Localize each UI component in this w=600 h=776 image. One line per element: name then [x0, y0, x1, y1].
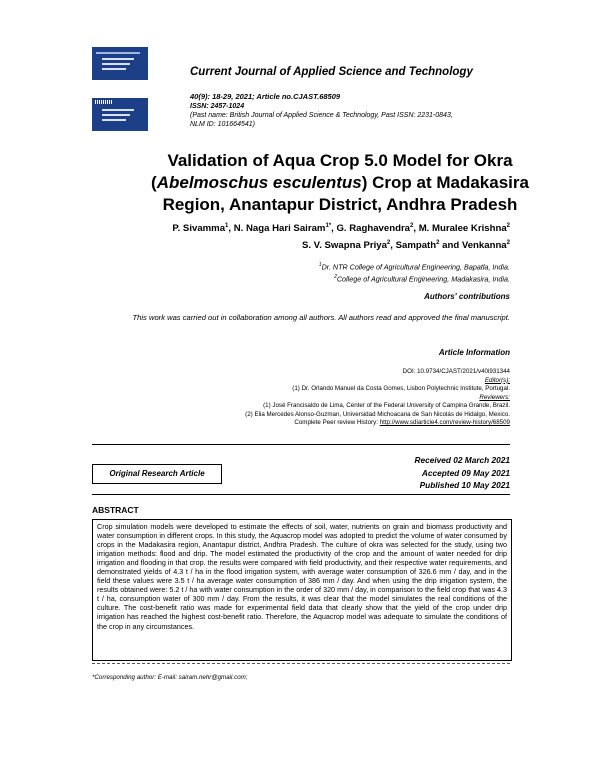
contributions-text: This work was carried out in collaboration among all authors. All authors read and approved the final manuscript.: [132, 313, 510, 322]
article-info: [150, 368, 510, 428]
journal-citation: 40(9): 18-29, 2021; Article no.CJAST.68509: [190, 92, 341, 101]
reviewer-entry: (2) Elia Mercedes Alonso-Guzman, Universidad Michoacana de San Nicolás de Hidalgo, Mexico.: [245, 410, 510, 418]
abstract-text: Crop simulation models were developed to estimate the effects of soil, water, nutrients on grain and biomass productivity and water consumption in different crops. In this study, the Aquacrop model was adopted to predict the volume of water consumed by crops in the Madakasira region, Anantapur district, Andhra Pradesh. The culture of okra was selected for the study, using two irrigation methods: flood and drip. The model estimated the productivity of the crop and the amount of water needed for drip irrigation and flooding in that crop. the results were compared with field productivity, and their respective water requirements, and demonstrated yields of 4.3 t / ha in the flood irrigation system, with average water consumption of 326.6 mm / day, and in the field these values were 3.5 t / ha average water consumption of 386 mm / day. And when using the drip irrigation system, the results obtained were: 5.2 t / ha with water consumption in the order of 320 mm / day, in comparison to the field crop that was 4.3 t / ha, consumption water of 300 mm / day. From the results, it was clear that the model simulates the real conditions of the culture. The cost-benefit ratio was made for experimental field data that clearly show that the yield of the crop under drip irrigation has reached the highest cost-benefit ratio. Therefore, the Aquacrop model was adequate to simulate the conditions of the crop in any circumstances.: [97, 522, 507, 631]
article-type-badge: Original Research Article: [92, 464, 222, 484]
corresponding-author-footnote: *Corresponding author: E-mail: sairam.nehr@gmail.com;: [92, 674, 248, 681]
journal-issn: ISSN: 2457-1024: [190, 103, 245, 110]
journal-title: Current Journal of Applied Science and Technology: [190, 66, 473, 78]
contributions-heading: Authors' contributions: [424, 292, 510, 301]
divider: [92, 444, 510, 445]
author-list: P. Sivamma$^1$, N. Naga Hari Sairam$^{1*}$, G. Raghavendra$^2$, M. Muralee Krishna$^2$ S. V. Swapna Priya$^2$, Sampath$^2$ and Venkanna$^2$: [172, 223, 510, 252]
doi: DOI: 10.9734/CJAST/2021/v40i931344: [402, 368, 510, 375]
journal-cover-logo: [92, 47, 148, 80]
divider: [92, 494, 510, 495]
editors-label: Editor(s):: [484, 376, 510, 384]
review-history: Complete Peer review History: http://www.sdiarticle4.com/review-history/68509: [294, 419, 510, 426]
abstract-heading: ABSTRACT: [92, 505, 139, 515]
journal-past-name: (Past name: British Journal of Applied Science & Technology, Past ISSN: 2231-0843,: [190, 112, 453, 119]
footnote-divider: [92, 663, 510, 664]
abstract-box: [92, 519, 512, 661]
editor-entry: (1) Dr. Orlando Manuel da Costa Gomes, Lisbon Polytechnic Institute, Portugal.: [292, 385, 510, 392]
article-info-heading: Article Information: [438, 348, 510, 357]
affiliations: $^1$Dr. NTR College of Agricultural Engineering, Bapatla, India. $^2$College of Agricultural Engineering, Madakasira, India.: [318, 262, 510, 284]
paper-title: Validation of Aqua Crop 5.0 Model for Okra (Abelmoschus esculentus) Crop at Madakasira Region, Anantapur District, Andhra Pradesh: [151, 151, 529, 214]
publication-dates: Received 02 March 2021 Accepted 09 May 2021 Published 10 May 2021: [414, 455, 510, 490]
reviewer-entry: (1) José Francisaldo de Lima, Center of the Federal University of Campina Grande, Brazil.: [263, 402, 510, 409]
review-history-link[interactable]: http://www.sdiarticle4.com/review-history/68509: [379, 419, 510, 426]
reviewers-label: Reviewers:: [479, 393, 510, 401]
journal-cover-logo-issn: [92, 98, 148, 131]
journal-nlm-id: NLM ID: 101664541): [190, 121, 255, 128]
species-name: Abelmoschus esculentus: [156, 173, 362, 192]
